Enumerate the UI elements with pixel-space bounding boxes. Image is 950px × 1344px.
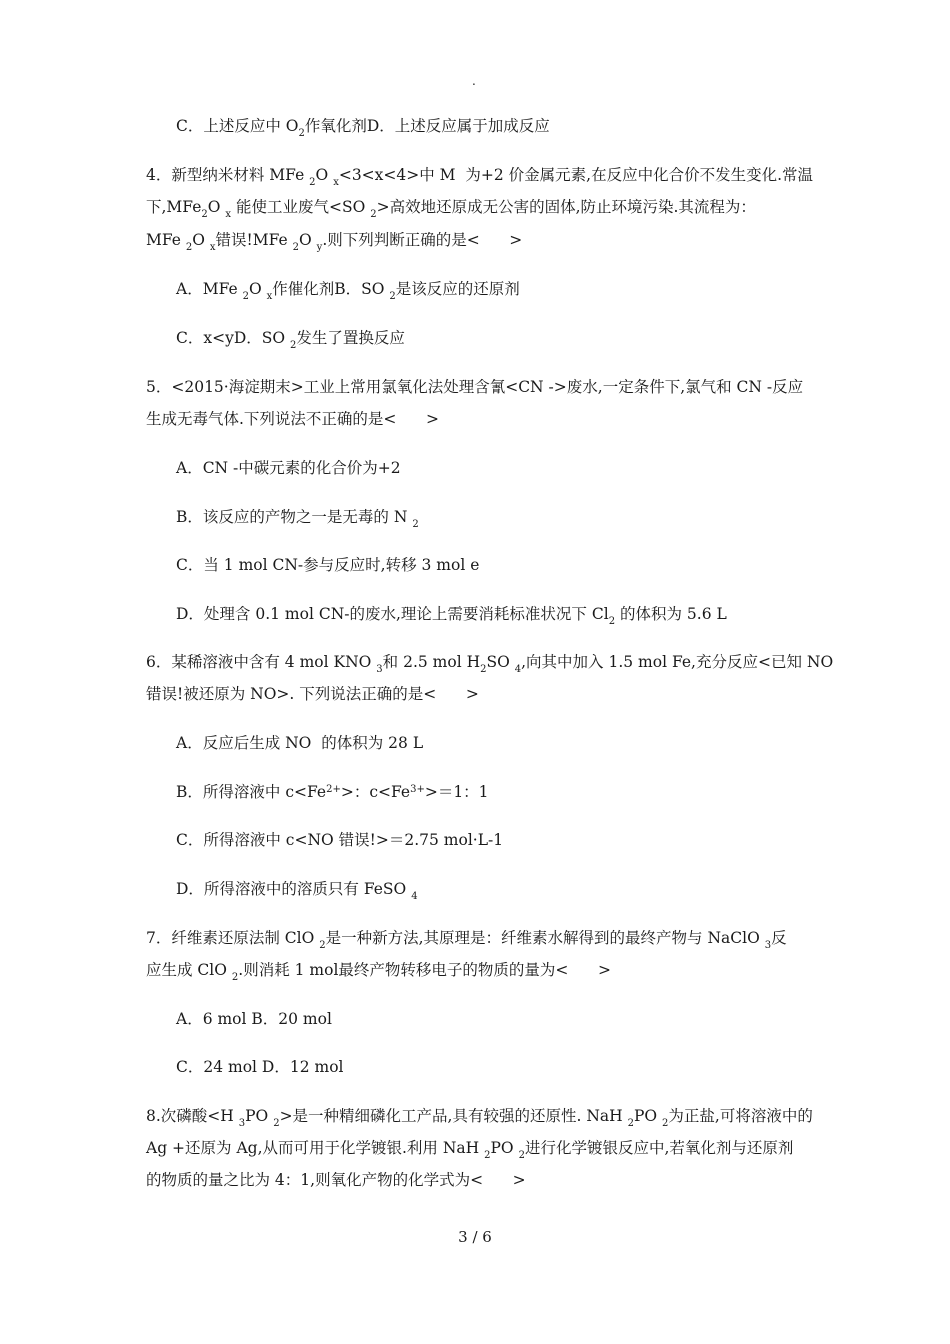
q6-option-b: B．所得溶液中 $c<Fe^{2+}>$：$c<Fe^{3+}>=1$：1 bbox=[176, 783, 489, 801]
q7-option-ab: A．6 mol B．20 mol bbox=[176, 1010, 332, 1028]
q8-stem-line-1: 8.次磷酸<H $_3$PO $_2$>是一种精细磷化工产品,具有较强的还原性. NaH $_2$PO $_2$为正盐,可将溶液中的 bbox=[146, 1107, 813, 1129]
q4-stem-line-1: 4．新型纳米材料 MFe $_2$O $_x$<3<x<4>中 M 为+2 价金属元素,在反应中化合价不发生变化.常温 bbox=[146, 166, 814, 188]
q5-option-c: C．当 1 mol CN-参与反应时,转移 3 mol e bbox=[176, 556, 480, 574]
q4-stem-line-3: MFe $_2$O $_x$错误!MFe $_2$O $_y$.则下列判断正确的是< > bbox=[146, 231, 523, 253]
q5-option-a: A．CN -中碳元素的化合价为+2 bbox=[176, 459, 401, 477]
q5-stem-line-1: 5．<2015·海淀期末>工业上常用氯氧化法处理含氰<CN ->废水,一定条件下,氯气和 CN -反应 bbox=[146, 378, 804, 396]
q4-option-cd: C．x<yD．SO $_2$发生了置换反应 bbox=[176, 329, 405, 351]
q6-option-c: C．所得溶液中 c<NO 错误!>＝2.75 mol·L-1 bbox=[176, 831, 504, 849]
q5-stem-line-2: 生成无毒气体.下列说法不正确的是< > bbox=[146, 410, 439, 428]
q6-option-d: D．所得溶液中的溶质只有 FeSO $_4$ bbox=[176, 880, 418, 902]
header-dot: . bbox=[472, 74, 476, 88]
q7-stem-line-2: 应生成 ClO $_2$.则消耗 1 mol最终产物转移电子的物质的量为< > bbox=[146, 961, 611, 983]
q5-option-d: D．处理含 0.1 mol CN-的废水,理论上需要消耗标准状况下 $Cl_2$ 的体积为 5.6 L bbox=[176, 605, 727, 627]
q7-stem-line-1: 7．纤维素还原法制 ClO $_2$是一种新方法,其原理是：纤维素水解得到的最终产物与 NaClO $_3$反 bbox=[146, 929, 787, 951]
q6-option-a: A．反应后生成 NO 的体积为 28 L bbox=[176, 734, 424, 752]
q8-stem-line-2: Ag +还原为 Ag,从而可用于化学镀银.利用 NaH $_2$PO $_2$进行化学镀银反应中,若氧化剂与还原剂 bbox=[146, 1139, 794, 1161]
q5-option-b: B．该反应的产物之一是无毒的 N $_2$ bbox=[176, 508, 419, 530]
q3-option-cd: C．上述反应中 $O_2$作氧化剂D．上述反应属于加成反应 bbox=[176, 117, 550, 139]
q4-option-ab: A．MFe $_2$O $_x$作催化剂B．SO $_2$是该反应的还原剂 bbox=[176, 280, 520, 302]
q6-stem-line-1: 6．某稀溶液中含有 4 mol KNO $_3$和 2.5 mol $H_2SO$ $_4$,向其中加入 1.5 mol Fe,充分反应<已知 NO bbox=[146, 653, 834, 675]
q8-stem-line-3: 的物质的量之比为 4：1,则氧化产物的化学式为< > bbox=[146, 1171, 526, 1189]
q7-option-cd: C．24 mol D．12 mol bbox=[176, 1058, 344, 1076]
q4-stem-line-2: 下,MFe$_2$O $_x$ 能使工业废气<SO $_2$>高效地还原成无公害的固体,防止环境污染.其流程为： bbox=[146, 198, 756, 220]
page-number: 3 / 6 bbox=[458, 1228, 492, 1246]
q6-stem-line-2: 错误!被还原为 NO>. 下列说法正确的是< > bbox=[146, 685, 479, 703]
